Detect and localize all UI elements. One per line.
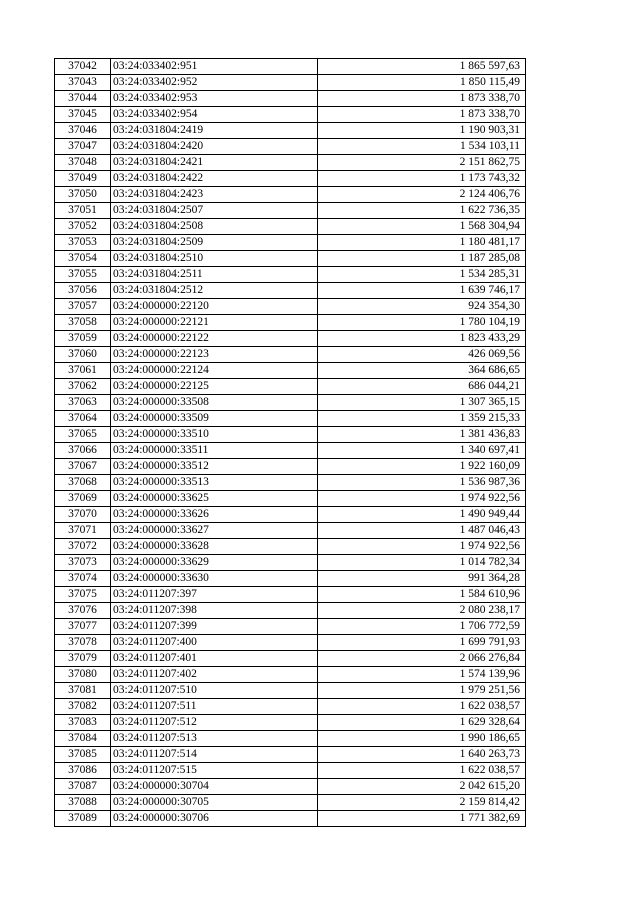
- table-row: [55, 779, 526, 795]
- cadastral-number-cell: 03:24:000000:22124: [111, 363, 318, 379]
- row-number-cell: 37082: [55, 699, 111, 715]
- row-number-cell: 37057: [55, 299, 111, 315]
- cadastral-value-cell: 2 124 406,76: [318, 187, 526, 203]
- row-number-cell: 37089: [55, 811, 111, 827]
- row-number-cell: 37073: [55, 555, 111, 571]
- cadastral-number-cell: 03:24:000000:30706: [111, 811, 318, 827]
- table-row: [55, 139, 526, 155]
- table-row: [55, 651, 526, 667]
- cadastral-number-cell: 03:24:031804:2421: [111, 155, 318, 171]
- row-number-cell: 37059: [55, 331, 111, 347]
- row-number-cell: 37066: [55, 443, 111, 459]
- cadastral-number-cell: 03:24:000000:30705: [111, 795, 318, 811]
- cadastral-number-cell: 03:24:000000:33625: [111, 491, 318, 507]
- table-row: [55, 603, 526, 619]
- table-row: [55, 219, 526, 235]
- row-number-cell: 37080: [55, 667, 111, 683]
- row-number-cell: 37061: [55, 363, 111, 379]
- row-number-cell: 37072: [55, 539, 111, 555]
- table-row: [55, 699, 526, 715]
- cadastral-number-cell: 03:24:033402:954: [111, 107, 318, 123]
- row-number-cell: 37044: [55, 91, 111, 107]
- table-row: [55, 747, 526, 763]
- cadastral-number-cell: 03:24:000000:33511: [111, 443, 318, 459]
- row-number-cell: 37085: [55, 747, 111, 763]
- cadastral-value-cell: 2 042 615,20: [318, 779, 526, 795]
- cadastral-number-cell: 03:24:011207:401: [111, 651, 318, 667]
- cadastral-value-cell: 1 639 746,17: [318, 283, 526, 299]
- row-number-cell: 37062: [55, 379, 111, 395]
- cadastral-value-cell: 924 354,30: [318, 299, 526, 315]
- cadastral-value-cell: 1 873 338,70: [318, 91, 526, 107]
- table-row: [55, 59, 526, 75]
- row-number-cell: 37052: [55, 219, 111, 235]
- cadastral-value-cell: 2 159 814,42: [318, 795, 526, 811]
- cadastral-value-cell: 1 568 304,94: [318, 219, 526, 235]
- cadastral-value-cell: 1 699 791,93: [318, 635, 526, 651]
- cadastral-number-cell: 03:24:031804:2510: [111, 251, 318, 267]
- row-number-cell: 37068: [55, 475, 111, 491]
- cadastral-number-cell: 03:24:031804:2507: [111, 203, 318, 219]
- table-row: [55, 523, 526, 539]
- table-row: [55, 363, 526, 379]
- table-row: [55, 379, 526, 395]
- cadastral-value-cell: 1 340 697,41: [318, 443, 526, 459]
- cadastral-number-cell: 03:24:000000:33630: [111, 571, 318, 587]
- cadastral-number-cell: 03:24:031804:2509: [111, 235, 318, 251]
- cadastral-number-cell: 03:24:031804:2422: [111, 171, 318, 187]
- table-row: [55, 555, 526, 571]
- row-number-cell: 37055: [55, 267, 111, 283]
- cadastral-number-cell: 03:24:000000:22123: [111, 347, 318, 363]
- cadastral-number-cell: 03:24:000000:33627: [111, 523, 318, 539]
- table-row: [55, 459, 526, 475]
- cadastral-number-cell: 03:24:011207:515: [111, 763, 318, 779]
- cadastral-number-cell: 03:24:011207:399: [111, 619, 318, 635]
- table-row: [55, 443, 526, 459]
- cadastral-value-cell: 1 173 743,32: [318, 171, 526, 187]
- cadastral-value-cell: 1 780 104,19: [318, 315, 526, 331]
- cadastral-value-cell: 1 180 481,17: [318, 235, 526, 251]
- table-row: [55, 123, 526, 139]
- cadastral-value-cell: 1 640 263,73: [318, 747, 526, 763]
- table-row: [55, 331, 526, 347]
- cadastral-value-cell: 1 771 382,69: [318, 811, 526, 827]
- cadastral-value-cell: 2 080 238,17: [318, 603, 526, 619]
- row-number-cell: 37079: [55, 651, 111, 667]
- row-number-cell: 37078: [55, 635, 111, 651]
- cadastral-value-cell: 1 622 038,57: [318, 763, 526, 779]
- table-row: [55, 251, 526, 267]
- cadastral-number-cell: 03:24:000000:33512: [111, 459, 318, 475]
- table-row: [55, 763, 526, 779]
- cadastral-value-cell: 1 190 903,31: [318, 123, 526, 139]
- cadastral-number-cell: 03:24:011207:512: [111, 715, 318, 731]
- cadastral-value-cell: 1 823 433,29: [318, 331, 526, 347]
- table-row: [55, 571, 526, 587]
- row-number-cell: 37076: [55, 603, 111, 619]
- cadastral-number-cell: 03:24:000000:22121: [111, 315, 318, 331]
- cadastral-number-cell: 03:24:031804:2511: [111, 267, 318, 283]
- row-number-cell: 37087: [55, 779, 111, 795]
- row-number-cell: 37048: [55, 155, 111, 171]
- row-number-cell: 37051: [55, 203, 111, 219]
- row-number-cell: 37075: [55, 587, 111, 603]
- cadastral-value-cell: 1 534 285,31: [318, 267, 526, 283]
- row-number-cell: 37049: [55, 171, 111, 187]
- table-row: [55, 475, 526, 491]
- cadastral-value-cell: 364 686,65: [318, 363, 526, 379]
- cadastral-value-cell: 1 990 186,65: [318, 731, 526, 747]
- cadastral-value-cell: 1 574 139,96: [318, 667, 526, 683]
- cadastral-number-cell: 03:24:011207:397: [111, 587, 318, 603]
- cadastral-value-cell: 1 850 115,49: [318, 75, 526, 91]
- row-number-cell: 37077: [55, 619, 111, 635]
- cadastral-number-cell: 03:24:033402:951: [111, 59, 318, 75]
- row-number-cell: 37067: [55, 459, 111, 475]
- cadastral-value-cell: 1 974 922,56: [318, 491, 526, 507]
- table-row: [55, 795, 526, 811]
- cadastral-number-cell: 03:24:031804:2419: [111, 123, 318, 139]
- table-body: [55, 59, 526, 827]
- cadastral-number-cell: 03:24:031804:2420: [111, 139, 318, 155]
- cadastral-value-cell: 1 865 597,63: [318, 59, 526, 75]
- row-number-cell: 37056: [55, 283, 111, 299]
- table-row: [55, 635, 526, 651]
- table-row: [55, 75, 526, 91]
- cadastral-number-cell: 03:24:011207:400: [111, 635, 318, 651]
- row-number-cell: 37054: [55, 251, 111, 267]
- row-number-cell: 37050: [55, 187, 111, 203]
- table-row: [55, 427, 526, 443]
- cadastral-number-cell: 03:24:011207:511: [111, 699, 318, 715]
- cadastral-value-cell: 1 381 436,83: [318, 427, 526, 443]
- table-row: [55, 203, 526, 219]
- cadastral-value-table: [54, 58, 526, 827]
- cadastral-number-cell: 03:24:000000:30704: [111, 779, 318, 795]
- cadastral-number-cell: 03:24:000000:33629: [111, 555, 318, 571]
- cadastral-number-cell: 03:24:000000:33509: [111, 411, 318, 427]
- table-row: [55, 507, 526, 523]
- cadastral-number-cell: 03:24:000000:33513: [111, 475, 318, 491]
- cadastral-value-cell: 1 622 736,35: [318, 203, 526, 219]
- row-number-cell: 37071: [55, 523, 111, 539]
- cadastral-number-cell: 03:24:011207:514: [111, 747, 318, 763]
- cadastral-number-cell: 03:24:000000:22120: [111, 299, 318, 315]
- cadastral-number-cell: 03:24:011207:402: [111, 667, 318, 683]
- cadastral-number-cell: 03:24:033402:953: [111, 91, 318, 107]
- cadastral-number-cell: 03:24:031804:2423: [111, 187, 318, 203]
- row-number-cell: 37046: [55, 123, 111, 139]
- table-row: [55, 667, 526, 683]
- table-row: [55, 731, 526, 747]
- table-row: [55, 619, 526, 635]
- cadastral-number-cell: 03:24:000000:33626: [111, 507, 318, 523]
- table-row: [55, 155, 526, 171]
- table-row: [55, 91, 526, 107]
- row-number-cell: 37063: [55, 395, 111, 411]
- row-number-cell: 37045: [55, 107, 111, 123]
- cadastral-number-cell: 03:24:031804:2508: [111, 219, 318, 235]
- cadastral-number-cell: 03:24:000000:33508: [111, 395, 318, 411]
- cadastral-value-cell: 1 979 251,56: [318, 683, 526, 699]
- row-number-cell: 37083: [55, 715, 111, 731]
- row-number-cell: 37058: [55, 315, 111, 331]
- table-row: [55, 267, 526, 283]
- cadastral-number-cell: 03:24:011207:398: [111, 603, 318, 619]
- cadastral-value-cell: 1 629 328,64: [318, 715, 526, 731]
- row-number-cell: 37086: [55, 763, 111, 779]
- row-number-cell: 37088: [55, 795, 111, 811]
- table-row: [55, 683, 526, 699]
- row-number-cell: 37043: [55, 75, 111, 91]
- cadastral-value-cell: 991 364,28: [318, 571, 526, 587]
- table-row: [55, 347, 526, 363]
- cadastral-number-cell: 03:24:000000:33628: [111, 539, 318, 555]
- row-number-cell: 37042: [55, 59, 111, 75]
- cadastral-value-cell: 1 873 338,70: [318, 107, 526, 123]
- cadastral-value-cell: 2 066 276,84: [318, 651, 526, 667]
- cadastral-value-cell: 1 974 922,56: [318, 539, 526, 555]
- row-number-cell: 37053: [55, 235, 111, 251]
- table-row: [55, 411, 526, 427]
- cadastral-value-cell: 426 069,56: [318, 347, 526, 363]
- table-row: [55, 395, 526, 411]
- cadastral-number-cell: 03:24:011207:513: [111, 731, 318, 747]
- cadastral-value-cell: 1 622 038,57: [318, 699, 526, 715]
- row-number-cell: 37070: [55, 507, 111, 523]
- cadastral-value-cell: 1 536 987,36: [318, 475, 526, 491]
- table-row: [55, 235, 526, 251]
- cadastral-value-cell: 1 922 160,09: [318, 459, 526, 475]
- cadastral-value-cell: 1 706 772,59: [318, 619, 526, 635]
- cadastral-number-cell: 03:24:000000:22125: [111, 379, 318, 395]
- table-row: [55, 283, 526, 299]
- cadastral-value-cell: 1 490 949,44: [318, 507, 526, 523]
- table-row: [55, 491, 526, 507]
- table-row: [55, 187, 526, 203]
- cadastral-value-cell: 1 187 285,08: [318, 251, 526, 267]
- table-row: [55, 315, 526, 331]
- table-row: [55, 539, 526, 555]
- row-number-cell: 37064: [55, 411, 111, 427]
- row-number-cell: 37084: [55, 731, 111, 747]
- table-row: [55, 299, 526, 315]
- cadastral-value-cell: 1 487 046,43: [318, 523, 526, 539]
- table-row: [55, 715, 526, 731]
- cadastral-value-cell: 686 044,21: [318, 379, 526, 395]
- cadastral-value-cell: 1 014 782,34: [318, 555, 526, 571]
- row-number-cell: 37069: [55, 491, 111, 507]
- cadastral-number-cell: 03:24:031804:2512: [111, 283, 318, 299]
- cadastral-number-cell: 03:24:000000:33510: [111, 427, 318, 443]
- cadastral-value-cell: 1 534 103,11: [318, 139, 526, 155]
- cadastral-number-cell: 03:24:000000:22122: [111, 331, 318, 347]
- table-row: [55, 171, 526, 187]
- cadastral-value-cell: 2 151 862,75: [318, 155, 526, 171]
- table-row: [55, 811, 526, 827]
- row-number-cell: 37060: [55, 347, 111, 363]
- cadastral-value-cell: 1 359 215,33: [318, 411, 526, 427]
- row-number-cell: 37081: [55, 683, 111, 699]
- cadastral-value-cell: 1 584 610,96: [318, 587, 526, 603]
- table-row: [55, 587, 526, 603]
- cadastral-number-cell: 03:24:011207:510: [111, 683, 318, 699]
- row-number-cell: 37065: [55, 427, 111, 443]
- row-number-cell: 37047: [55, 139, 111, 155]
- table-row: [55, 107, 526, 123]
- cadastral-number-cell: 03:24:033402:952: [111, 75, 318, 91]
- row-number-cell: 37074: [55, 571, 111, 587]
- cadastral-value-cell: 1 307 365,15: [318, 395, 526, 411]
